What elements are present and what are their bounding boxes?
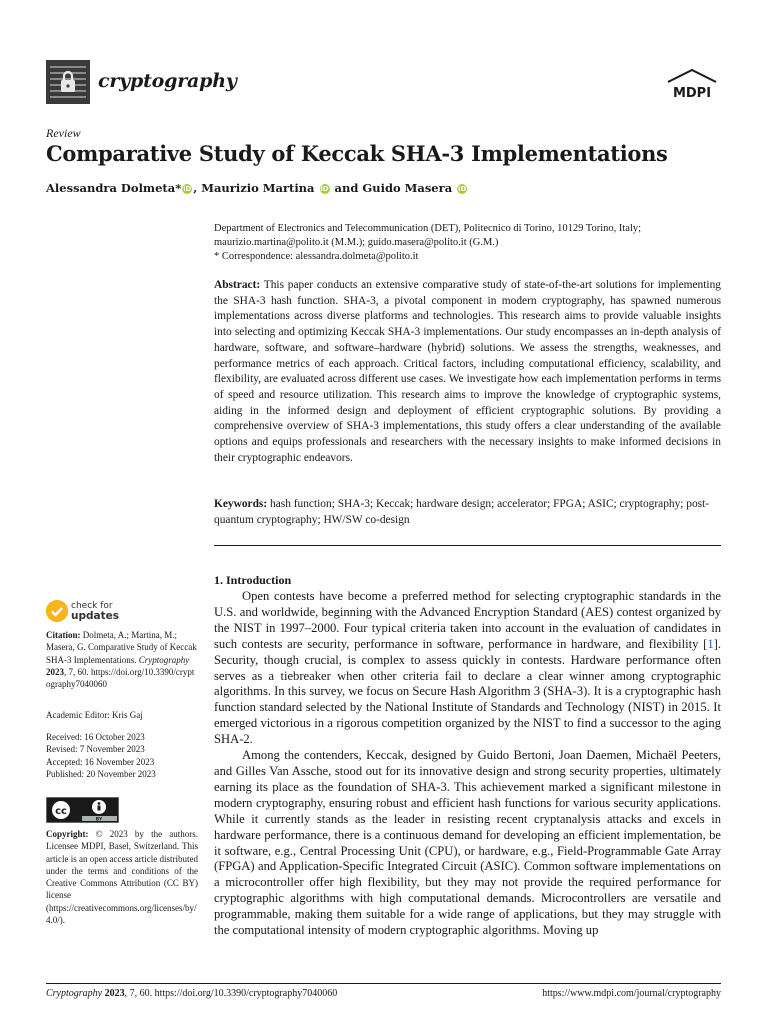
article-type: Review [46, 126, 81, 140]
footer-year: 2023 [104, 988, 125, 999]
body-text [214, 589, 721, 939]
copyright-label: Copyright: [46, 829, 89, 839]
keywords-text: hash function; SHA-3; Keccak; hardware design; accelerator; FPGA; ASIC; cryptography; post-quantum cryptography; HW/SW co-design [214, 498, 710, 526]
journal-logo-icon [46, 60, 90, 104]
footer-journal-url[interactable]: https://www.mdpi.com/journal/cryptography [542, 988, 721, 999]
citation-block [46, 629, 198, 690]
author-separator: , [193, 181, 202, 195]
academic-editor: Academic Editor: Kris Gaj [46, 710, 143, 720]
paragraph-text: Open contests have become a preferred method for selecting cryptographic standards in the U.S. and worldwide, beginning with the Advanced Encryption Standard (AES) contest organized by the NIST in 1997–2000. Four typical criteria taken into account in the evaluation of candidates in such contests are security, performance in software, performance in hardware, and flexibility [ [214, 589, 721, 651]
author-name[interactable]: Guido Masera [362, 181, 453, 195]
paragraph [214, 589, 721, 748]
mdpi-logo-icon[interactable] [664, 68, 720, 102]
footer-citation [46, 988, 337, 999]
paragraph: Among the contenders, Keccak, designed by Guido Bertoni, Joan Daemen, Michaël Peeters, and Gilles Van Assche, stood out for its innovative design and strong security properties, ultimately earning its place as the foundation of SHA-3. This achievement marked a significant milestone in modern cryptography, ensuring robust and efficient hash functions for various security applications. While it currently stands as the leader in resisting recent cryptanalysis attacks and excels in hardware performance, there is a continuous demand for developing an efficient implementation, be it software, e.g., Central Processing Unit (CPU), or hardware, e.g., Field-Programmable Gate Array (FPGA) and Application-Specific Integrated Circuit (ASIC). Common software implementations on a microcontroller offer high flexibility, but they may not provide the required performance for cryptographic algorithms with high computational demands. Microcontrollers are versatile and programmable, making them suitable for a wide range of applications, but they may struggle with the computational intensity of modern cryptographic algorithms. Moving up [214, 748, 721, 938]
svg-text:cc: cc [55, 806, 67, 817]
footer-doi[interactable]: , 7, 60. https://doi.org/10.3390/cryptography7040060 [124, 988, 338, 999]
article-title: Comparative Study of Keccak SHA-3 Implementations [46, 141, 668, 166]
revised-date: Revised: 7 November 2023 [46, 744, 145, 755]
abstract-label: Abstract: [214, 279, 261, 291]
received-date: Received: 16 October 2023 [46, 732, 145, 742]
check-updates-icon [46, 600, 68, 622]
journal-name[interactable]: cryptography [98, 70, 237, 92]
section-heading: 1. Introduction [214, 573, 292, 587]
author-separator: and [330, 181, 363, 195]
affiliations [214, 222, 721, 264]
citation-label: Citation: [46, 630, 81, 640]
abstract [214, 278, 721, 466]
citation-doi[interactable]: , 7, 60. https://doi.org/10.3390/cryptography7040060 [46, 666, 195, 690]
keywords [214, 497, 721, 528]
affiliation-line[interactable]: maurizio.martina@polito.it (M.M.); guido.masera@polito.it (G.M.) [214, 237, 499, 248]
orcid-icon[interactable]: iD [458, 185, 467, 193]
svg-text:MDPI: MDPI [672, 86, 712, 101]
correspondence-line[interactable]: * Correspondence: alessandra.dolmeta@polito.it [214, 251, 419, 262]
copyright-block [46, 828, 198, 926]
paragraph-text: ]. Security, though crucial, is complex to assess quickly in contests. Hardware performance often serves as a tiebreaker when other criteria fail to declare a clear winner among cryptographic algorithms. In this survey, we focus on Secure Hash Algorithm 3 (SHA-3). It is a cryptographic hash function standard selected by the National Institute of Standards and Technology (NIST) in 2015. It emerged victorious in a rigorous competition organized by the NIST to find a successor to the aging SHA-2. [214, 636, 721, 747]
citation-text: Dolmeta, A.; Martina, M.; Masera, G. Comparative Study of Keccak SHA-3 Implementations. [46, 630, 197, 665]
citation-journal: Cryptography [138, 654, 190, 665]
author-name[interactable]: Alessandra Dolmeta [46, 181, 176, 195]
publication-dates [46, 731, 198, 780]
affiliation-line: Department of Electronics and Telecommunication (DET), Politecnico di Torino, 10129 Torino, Italy; [214, 223, 642, 234]
updates-line: check for [71, 601, 113, 611]
updates-line: updates [71, 610, 119, 622]
citation-year: 2023 [46, 666, 64, 677]
accepted-date: Accepted: 16 November 2023 [46, 756, 155, 767]
cc-by-license-icon[interactable] [46, 797, 119, 823]
updates-text [71, 601, 119, 622]
footer-journal: Cryptography [46, 988, 103, 999]
keywords-label: Keywords: [214, 498, 268, 510]
author-list [46, 181, 468, 195]
author-mark: * [175, 181, 182, 195]
svg-text:BY: BY [95, 817, 103, 823]
section-divider [214, 545, 721, 546]
author-name[interactable]: Maurizio Martina [201, 181, 315, 195]
copyright-text: © 2023 by the authors. Licensee MDPI, Basel, Switzerland. This article is an open access article distributed under the terms and conditions of the Creative Commons Attribution (CC BY) license (https://creativecommons.org/licenses/by/4.0/). [46, 829, 199, 926]
published-date: Published: 20 November 2023 [46, 768, 156, 779]
footer-divider [46, 983, 721, 984]
orcid-icon[interactable]: iD [320, 185, 329, 193]
abstract-text: This paper conducts an extensive comparative study of state-of-the-art solutions for implementing the SHA-3 hash function. SHA-3, a pivotal component in modern cryptography, has spawned numerous implementations across diverse platforms and technologies. This research aims to provide valuable insights into selecting and optimizing Keccak SHA-3 implementations. Our study encompasses an in-depth analysis of hardware, software, and software–hardware (hybrid) solutions. We assess the strengths, weaknesses, and performance metrics of each approach. Critical factors, including computational efficiency, scalability, and flexibility, are evaluated across different use cases. We investigate how each implementation performs in terms of speed and resource utilization. This research aims to improve the knowledge of cryptographic systems, aiding in the informed design and deployment of efficient cryptographic solutions. By providing a comprehensive overview of SHA-3 implementations, this study offers a clear understanding of the available options and equips professionals and researchers with the necessary insights to make informed decisions in their cryptographic endeavors. [214, 279, 721, 464]
orcid-icon[interactable]: iD [183, 185, 192, 193]
reference-link[interactable]: 1 [707, 636, 714, 651]
